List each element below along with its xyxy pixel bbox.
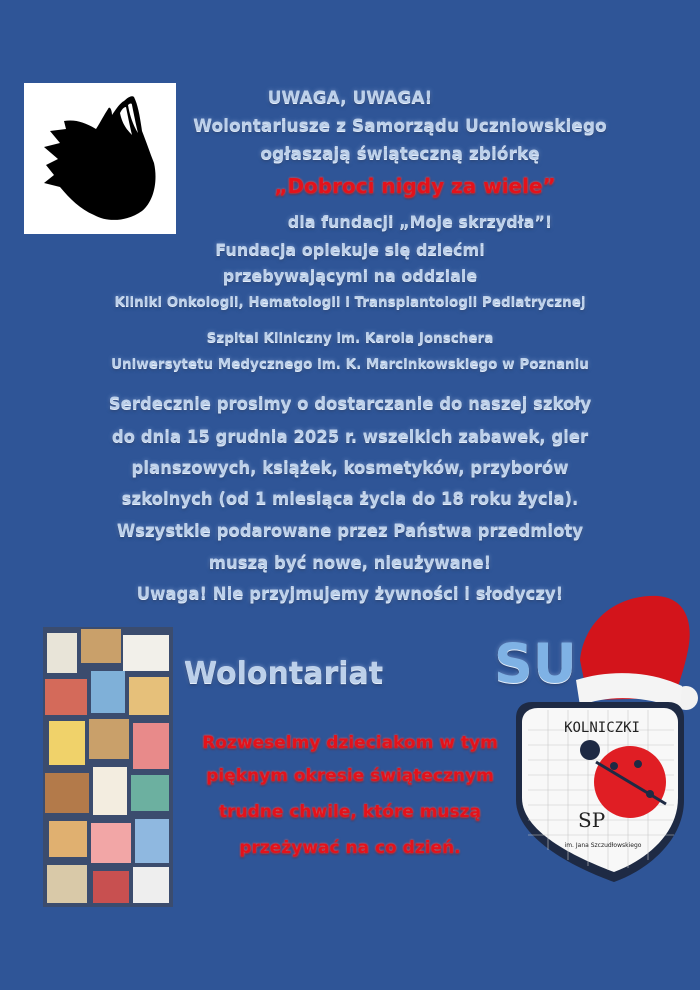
campaign-title: „Dobroci nigdy za wiele” — [274, 174, 556, 198]
gifts-photo — [43, 627, 173, 907]
organizer-line: Wolontariusze z Samorządu Uczniowskiego — [193, 116, 607, 136]
closing-line-4: przeżywać na co dzień. — [239, 838, 461, 858]
foundation-line: dla fundacji „Moje skrzydła”! — [287, 212, 553, 231]
wing-icon — [24, 83, 176, 234]
university-name: Uniwersytetu Medycznego im. K. Marcinkowskiego w Poznaniu — [111, 356, 589, 372]
wing-logo — [24, 83, 176, 234]
request-line-1: Serdecznie prosimy o dostarczanie do naszej szkoły — [108, 394, 592, 413]
su-logo-text: SU — [494, 632, 577, 695]
ward-line: przebywającymi na oddziale — [222, 266, 478, 285]
badge-sp: SP — [578, 808, 606, 832]
attention-heading: UWAGA, UWAGA! — [267, 88, 433, 108]
hospital-name: Szpital Kliniczny im. Karola Jonschera — [206, 330, 494, 346]
badge-patron: im. Jana Szczudłowskiego — [564, 842, 642, 849]
closing-line-2: pięknym okresie świątecznym — [206, 766, 494, 786]
school-badge — [488, 590, 700, 895]
request-line-7: Uwaga! Nie przyjmujemy żywności i słodyczy! — [136, 584, 564, 603]
santa-hat-icon — [576, 596, 698, 710]
clinic-name: Kliniki Onkologii, Hematologii i Transplantologii Pediatrycznej — [114, 294, 586, 310]
volunteering-heading: Wolontariat — [184, 656, 384, 691]
closing-line-1: Rozweselmy dzieciakom w tym — [202, 733, 498, 753]
foundation-care-line: Fundacja opiekuje się dziećmi — [215, 240, 485, 259]
request-line-4: szkolnych (od 1 miesiąca życia do 18 roku życia). — [121, 489, 579, 508]
closing-line-3: trudne chwile, które muszą — [218, 802, 482, 822]
badge-name: KOLNICZKI — [564, 720, 640, 736]
request-line-5: Wszystkie podarowane przez Państwa przedmioty — [116, 521, 584, 540]
request-line-6: muszą być nowe, nieużywane! — [208, 553, 492, 572]
request-line-2: do dnia 15 grudnia 2025 r. wszelkich zabawek, gier — [111, 427, 589, 446]
request-line-3: planszowych, książek, kosmetyków, przyborów — [131, 458, 569, 477]
announcement-line: ogłaszają świąteczną zbiórkę — [260, 144, 540, 164]
